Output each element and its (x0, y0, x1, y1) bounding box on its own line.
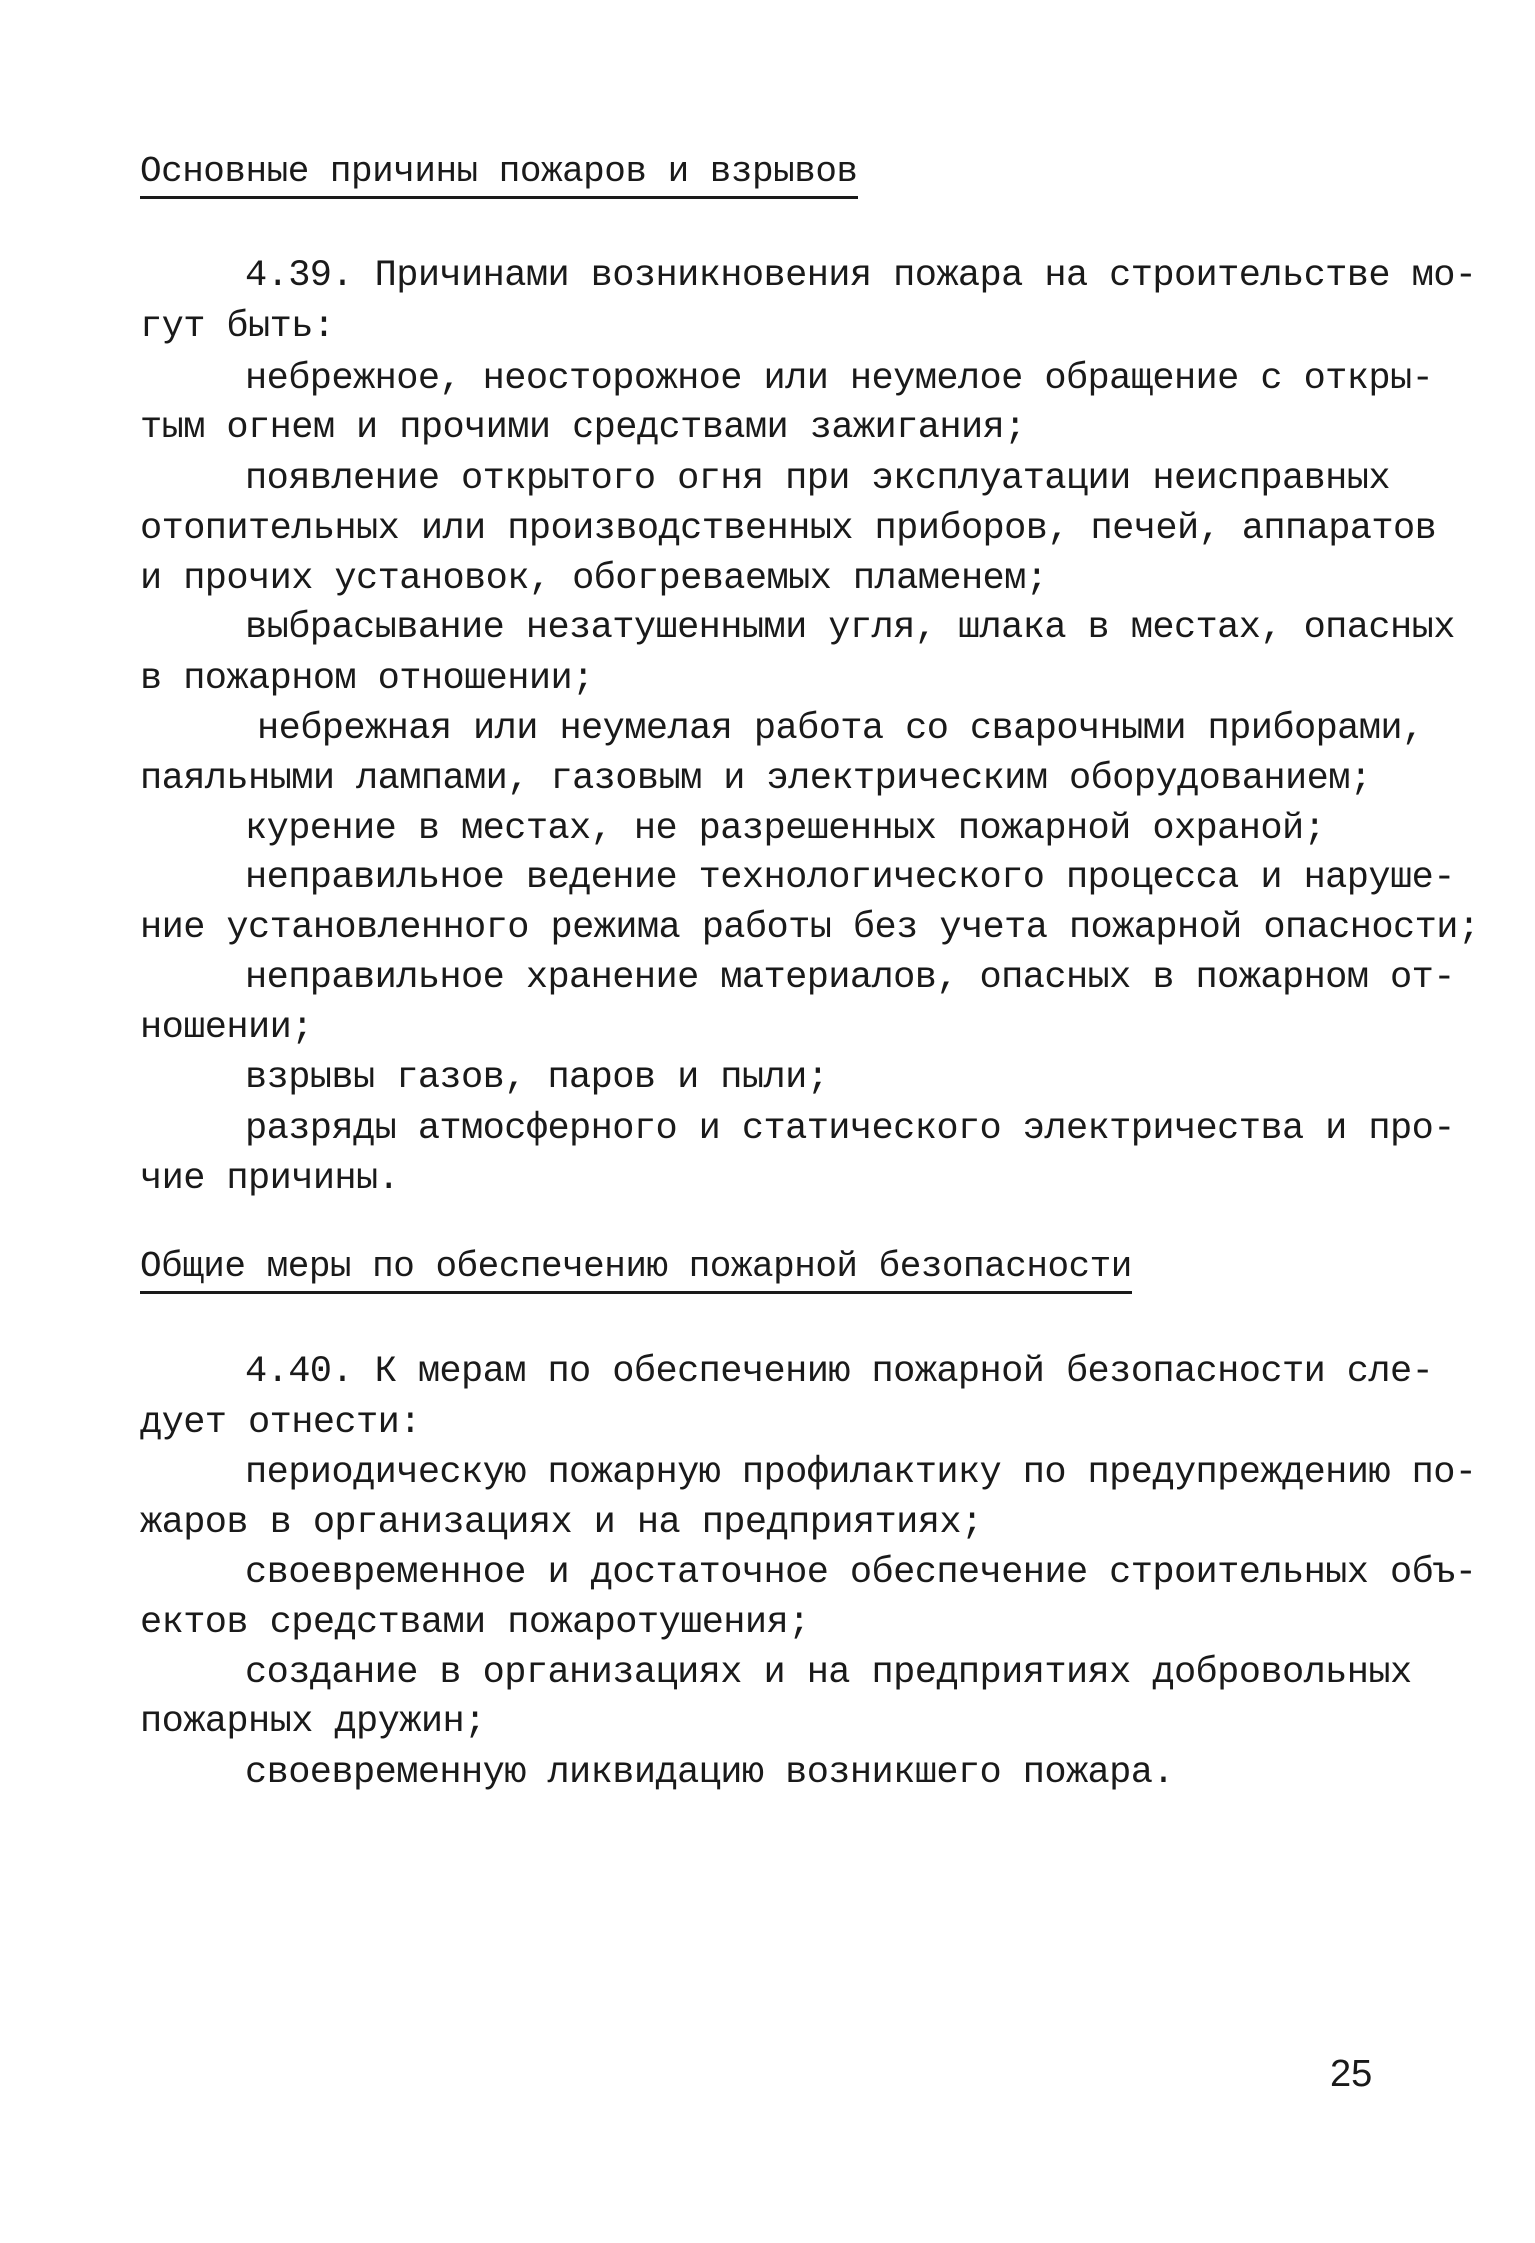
list-item-line: своевременное и достаточное обеспечение строительных объ- (245, 1552, 1477, 1594)
list-item-line: разряды атмосферного и статического электричества и про- (245, 1108, 1455, 1150)
list-item-line: в пожарном отношении; (140, 658, 594, 700)
list-item-line: создание в организациях и на предприятиях добровольных (245, 1652, 1412, 1694)
list-item-line: тым огнем и прочими средствами зажигания; (140, 407, 1026, 449)
paragraph-line: 4.40. К мерам по обеспечению пожарной безопасности сле- (245, 1351, 1434, 1393)
list-item-line: периодическую пожарную профилактику по предупреждению по- (245, 1452, 1477, 1494)
paragraph-line: дует отнести: (140, 1402, 421, 1444)
paragraph-line: 4.39. Причинами возникновения пожара на строительстве мо- (245, 255, 1477, 297)
list-item-line: ношении; (140, 1007, 313, 1049)
page-number: 25 (1330, 2053, 1373, 2095)
list-item-line: пожарных дружин; (140, 1701, 486, 1743)
list-item-line: появление открытого огня при эксплуатации неисправных (245, 458, 1390, 500)
list-item-line: чие причины. (140, 1158, 400, 1200)
list-item-line: небрежная или неумелая работа со сварочными приборами, (257, 708, 1424, 750)
list-item-line: отопительных или производственных приборов, печей, аппаратов (140, 508, 1437, 550)
list-item-line: неправильное хранение материалов, опасных в пожарном от- (245, 957, 1455, 999)
paragraph-line: гут быть: (140, 306, 335, 348)
section-heading-fire-causes: Основные причины пожаров и взрывов (140, 150, 858, 199)
list-item-line: своевременную ликвидацию возникшего пожара. (245, 1752, 1174, 1794)
list-item-line: ектов средствами пожаротушения; (140, 1602, 810, 1644)
list-item-line: неправильное ведение технологического процесса и наруше- (245, 857, 1455, 899)
list-item-line: жаров в организациях и на предприятиях; (140, 1502, 983, 1544)
section-heading-fire-safety-measures: Общие меры по обеспечению пожарной безопасности (140, 1245, 1132, 1294)
list-item-line: небрежное, неосторожное или неумелое обращение с откры- (245, 358, 1434, 400)
list-item-line: ние установленного режима работы без учета пожарной опасности; (140, 907, 1480, 949)
list-item-line: взрывы газов, паров и пыли; (245, 1057, 829, 1099)
list-item-line: паяльными лампами, газовым и электрическим оборудованием; (140, 758, 1372, 800)
list-item-line: курение в местах, не разрешенных пожарной охраной; (245, 808, 1326, 850)
list-item-line: выбрасывание незатушенными угля, шлака в местах, опасных (245, 607, 1455, 649)
list-item-line: и прочих установок, обогреваемых пламенем; (140, 558, 1048, 600)
